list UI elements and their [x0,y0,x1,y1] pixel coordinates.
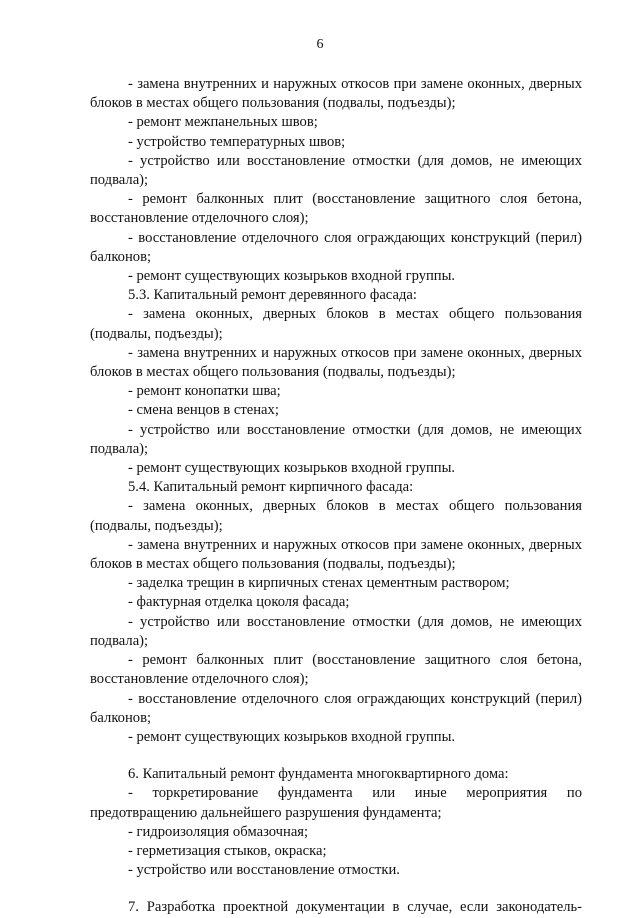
list-item: - заделка трещин в кирпичных стенах цементным раствором; [128,575,510,592]
list-item: - ремонт балконных плит (восстановление защитного слоя бетона, восстановление отделочного слоя); [90,652,582,688]
section-heading: 5.3. Капитальный ремонт деревянного фасада: [128,287,417,304]
section-heading: 7. Разработка проектной документации в случае, если законодатель- [128,899,582,916]
list-item: - ремонт существующих козырьков входной группы. [128,728,456,745]
list-item: - устройство или восстановление отмостки (для домов, не имеющих подвала); [90,152,582,189]
list-item: - гидроизоляция обмазочная; [128,823,309,840]
list-item: - ремонт балконных плит (восстановление защитного слоя бетона, восстановление отделочного слоя); [90,191,582,227]
list-item: - смена венцов в стенах; [128,402,279,419]
list-item: - герметизация стыков, окраска; [128,842,327,859]
list-item: - фактурная отделка цоколя фасада; [128,594,350,611]
section-spacer [90,747,582,765]
list-item: - замена оконных, дверных блоков в местах общего пользования (подвалы, подъезды); [90,306,582,342]
list-item: - ремонт межпанельных швов; [128,114,318,131]
list-item: - устройство температурных швов; [128,133,346,150]
list-item: - замена внутренних и наружных откосов при замене оконных, дверных блоков в местах общего пользования (подвалы, подъезды); [90,536,582,573]
list-item: - устройство или восстановление отмостки. [128,862,400,879]
section-heading: 6. Капитальный ремонт фундамента многоквартирного дома: [128,766,509,783]
list-item: - устройство или восстановление отмостки (для домов, не имеющих подвала); [90,421,582,457]
list-item: - ремонт конопатки шва; [128,383,281,400]
list-item: - замена внутренних и наружных откосов при замене оконных, дверных блоков в местах общего пользования (подвалы, подъезды); [90,344,582,381]
list-item: - восстановление отделочного слоя ограждающих конструкций (перил) балконов; [90,690,582,726]
section-heading: 5.4. Капитальный ремонт кирпичного фасада: [128,479,414,496]
section-spacer [90,880,582,898]
list-item: - замена внутренних и наружных откосов при замене оконных, дверных блоков в местах общего пользования (подвалы, подъезды); [90,76,582,112]
list-item: - замена оконных, дверных блоков в местах общего пользования (подвалы, подъезды); [90,498,582,534]
document-body [90,75,582,918]
list-item: - устройство или восстановление отмостки (для домов, не имеющих подвала); [90,613,582,649]
list-item: - ремонт существующих козырьков входной группы. [128,460,456,477]
list-item: - ремонт существующих козырьков входной группы. [128,268,456,285]
list-item: - восстановление отделочного слоя ограждающих конструкций (перил) балконов; [90,229,582,265]
page-number: 6 [316,37,324,52]
list-item: - торкретирование фундамента или иные мероприятия по предотвращению дальнейшего разрушения фундамента; [90,785,582,821]
